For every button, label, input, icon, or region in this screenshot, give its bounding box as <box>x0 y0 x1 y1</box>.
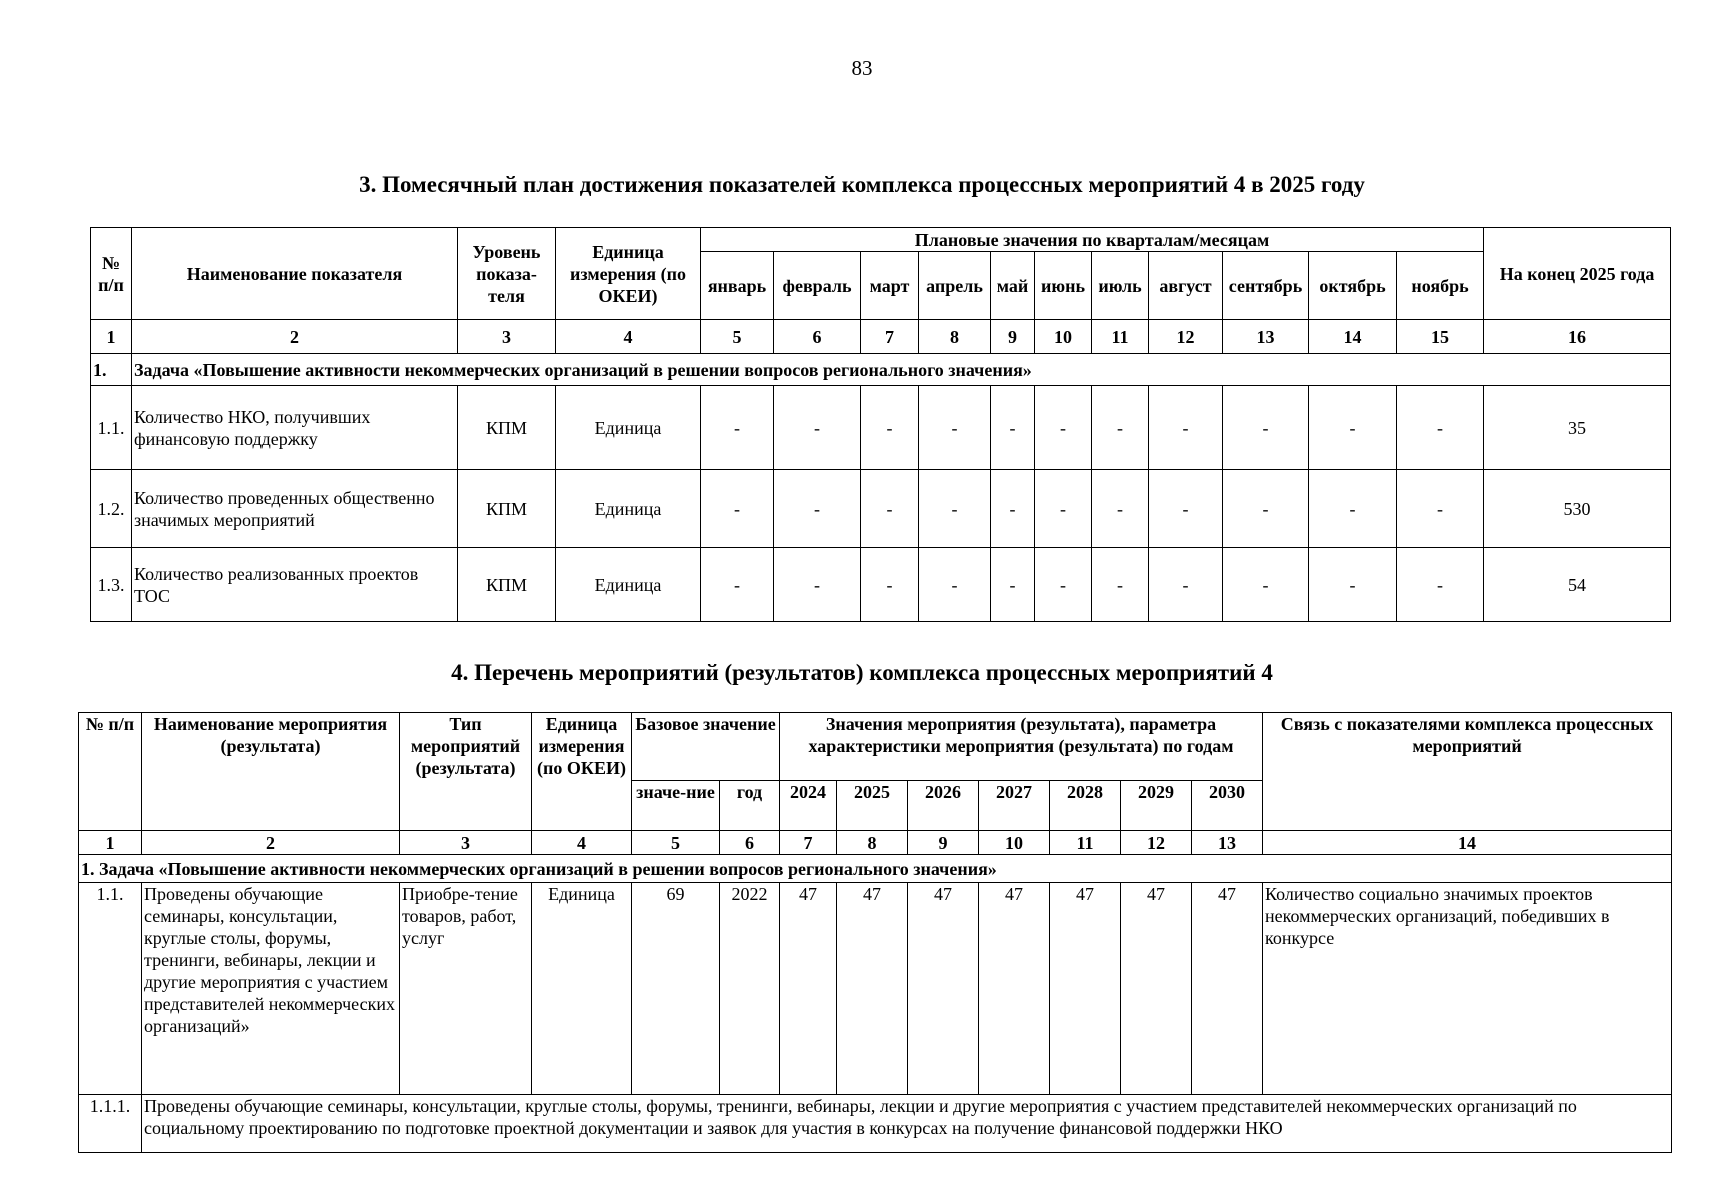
header-values: Значения мероприятия (результата), параметра характеристики мероприятия (результата) по годам <box>780 713 1263 781</box>
month-value: - <box>861 548 919 622</box>
header-year: 2024 <box>780 781 837 831</box>
month-value: - <box>701 386 774 470</box>
column-number: 8 <box>919 320 991 354</box>
header-year: 2027 <box>979 781 1050 831</box>
column-number: 2 <box>142 831 400 855</box>
column-number: 12 <box>1121 831 1192 855</box>
section-4-title: 4. Перечень мероприятий (результатов) комплекса процессных мероприятий 4 <box>451 660 1273 685</box>
header-plan: Плановые значения по кварталам/месяцам <box>701 228 1484 252</box>
indicator-level: КПМ <box>458 470 556 548</box>
month-value: - <box>1035 548 1092 622</box>
header-year: 2028 <box>1050 781 1121 831</box>
header-month: апрель <box>919 252 991 320</box>
indicator-level: КПМ <box>458 548 556 622</box>
header-name: Наименование мероприятия (результата) <box>142 713 400 831</box>
column-number: 5 <box>701 320 774 354</box>
header-link: Связь с показателями комплекса процессных мероприятий <box>1263 713 1672 831</box>
indicator-level: КПМ <box>458 386 556 470</box>
header-month: июль <box>1092 252 1149 320</box>
activity-type: Приобре-тение товаров, работ, услуг <box>400 883 532 1095</box>
end-value: 530 <box>1484 470 1671 548</box>
column-number: 9 <box>991 320 1035 354</box>
base-year: 2022 <box>720 883 780 1095</box>
column-number: 10 <box>979 831 1050 855</box>
column-number: 15 <box>1397 320 1484 354</box>
header-base-value: значе-ние <box>632 781 720 831</box>
column-number: 13 <box>1223 320 1309 354</box>
month-value: - <box>1092 548 1149 622</box>
month-value: - <box>1309 386 1397 470</box>
year-value: 47 <box>908 883 979 1095</box>
header-base: Базовое значение <box>632 713 780 781</box>
table-row <box>79 883 1672 1095</box>
column-number: 14 <box>1263 831 1672 855</box>
row-num: 1.3. <box>91 548 132 622</box>
month-value: - <box>919 548 991 622</box>
column-number: 1 <box>91 320 132 354</box>
month-value: - <box>1035 386 1092 470</box>
base-value: 69 <box>632 883 720 1095</box>
column-number: 12 <box>1149 320 1223 354</box>
year-value: 47 <box>1192 883 1263 1095</box>
header-month: октябрь <box>1309 252 1397 320</box>
header-year: 2029 <box>1121 781 1192 831</box>
month-value: - <box>991 548 1035 622</box>
column-number: 1 <box>79 831 142 855</box>
table-row <box>91 470 1671 548</box>
indicator-unit: Единица <box>556 548 701 622</box>
year-value: 47 <box>837 883 908 1095</box>
header-month: март <box>861 252 919 320</box>
indicator-unit: Единица <box>556 470 701 548</box>
activities-table <box>78 712 1672 1153</box>
column-number-row <box>91 320 1671 354</box>
year-value: 47 <box>1050 883 1121 1095</box>
column-number: 6 <box>774 320 861 354</box>
header-type: Тип мероприятий (результата) <box>400 713 532 831</box>
monthly-plan-table <box>90 227 1671 622</box>
indicator-name: Количество реализованных проектов ТОС <box>132 548 458 622</box>
month-value: - <box>701 548 774 622</box>
month-value: - <box>1223 386 1309 470</box>
column-number: 4 <box>532 831 632 855</box>
header-unit: Единица измерения (по ОКЕИ) <box>532 713 632 831</box>
column-number: 5 <box>632 831 720 855</box>
task-row <box>79 855 1672 883</box>
end-value: 54 <box>1484 548 1671 622</box>
header-num: № п/п <box>79 713 142 831</box>
activity-name: Проведены обучающие семинары, консультации, круглые столы, форумы, тренинги, вебинары, лекции и другие мероприятия с участием представителей некоммерческих организаций» <box>142 883 400 1095</box>
header-base-year: год <box>720 781 780 831</box>
column-number: 10 <box>1035 320 1092 354</box>
month-value: - <box>774 548 861 622</box>
column-number: 6 <box>720 831 780 855</box>
month-value: - <box>1035 470 1092 548</box>
column-number: 3 <box>400 831 532 855</box>
indicator-name: Количество НКО, получивших финансовую поддержку <box>132 386 458 470</box>
section-3-title: 3. Помесячный план достижения показателей комплекса процессных мероприятий 4 в 2025 году <box>359 172 1365 197</box>
month-value: - <box>1223 548 1309 622</box>
header-end: На конец 2025 года <box>1484 228 1671 320</box>
row-num: 1.1.1. <box>79 1095 142 1153</box>
header-level: Уровень показа-теля <box>458 228 556 320</box>
month-value: - <box>1149 386 1223 470</box>
month-value: - <box>919 470 991 548</box>
year-value: 47 <box>780 883 837 1095</box>
column-number: 3 <box>458 320 556 354</box>
task-row <box>91 354 1671 386</box>
header-year: 2025 <box>837 781 908 831</box>
month-value: - <box>1309 548 1397 622</box>
column-number: 11 <box>1092 320 1149 354</box>
header-year: 2026 <box>908 781 979 831</box>
month-value: - <box>1397 386 1484 470</box>
end-value: 35 <box>1484 386 1671 470</box>
header-month: ноябрь <box>1397 252 1484 320</box>
header-month: январь <box>701 252 774 320</box>
subactivity-text: Проведены обучающие семинары, консультации, круглые столы, форумы, тренинги, вебинары, лекции и другие мероприятия с участием представителей некоммерческих организаций по социальному проектированию по подготовке проектной документации и заявок для участия в конкурсах на получение финансовой поддержки НКО <box>142 1095 1672 1153</box>
month-value: - <box>701 470 774 548</box>
column-number: 14 <box>1309 320 1397 354</box>
header-month: май <box>991 252 1035 320</box>
indicator-name: Количество проведенных общественно значимых мероприятий <box>132 470 458 548</box>
month-value: - <box>1397 470 1484 548</box>
task-text: 1. Задача «Повышение активности некоммерческих организаций в решении вопросов регионального значения» <box>79 855 1672 883</box>
month-value: - <box>774 386 861 470</box>
task-text: Задача «Повышение активности некоммерческих организаций в решении вопросов регионального значения» <box>132 354 1671 386</box>
column-number: 11 <box>1050 831 1121 855</box>
header-year: 2030 <box>1192 781 1263 831</box>
month-value: - <box>861 386 919 470</box>
column-number: 13 <box>1192 831 1263 855</box>
header-month: июнь <box>1035 252 1092 320</box>
indicator-unit: Единица <box>556 386 701 470</box>
column-number: 7 <box>861 320 919 354</box>
month-value: - <box>1092 386 1149 470</box>
header-month: февраль <box>774 252 861 320</box>
month-value: - <box>861 470 919 548</box>
month-value: - <box>1309 470 1397 548</box>
column-number: 7 <box>780 831 837 855</box>
linked-indicator: Количество социально значимых проектов некоммерческих организаций, победивших в конкурсе <box>1263 883 1672 1095</box>
column-number-row <box>79 831 1672 855</box>
month-value: - <box>1149 548 1223 622</box>
row-num: 1.1. <box>91 386 132 470</box>
month-value: - <box>1092 470 1149 548</box>
header-month: август <box>1149 252 1223 320</box>
year-value: 47 <box>1121 883 1192 1095</box>
column-number: 9 <box>908 831 979 855</box>
row-num: 1.2. <box>91 470 132 548</box>
month-value: - <box>1397 548 1484 622</box>
header-month: сентябрь <box>1223 252 1309 320</box>
month-value: - <box>991 470 1035 548</box>
page-number: 83 <box>851 56 873 80</box>
column-number: 4 <box>556 320 701 354</box>
year-value: 47 <box>979 883 1050 1095</box>
column-number: 16 <box>1484 320 1671 354</box>
column-number: 8 <box>837 831 908 855</box>
month-value: - <box>1149 470 1223 548</box>
month-value: - <box>1223 470 1309 548</box>
activity-unit: Единица <box>532 883 632 1095</box>
header-unit: Единица измерения (по ОКЕИ) <box>556 228 701 320</box>
column-number: 2 <box>132 320 458 354</box>
row-num: 1.1. <box>79 883 142 1095</box>
month-value: - <box>774 470 861 548</box>
table-row <box>79 1095 1672 1153</box>
header-num: № п/п <box>91 228 132 320</box>
month-value: - <box>919 386 991 470</box>
header-name: Наименование показателя <box>132 228 458 320</box>
task-num: 1. <box>91 354 132 386</box>
table-row <box>91 386 1671 470</box>
month-value: - <box>991 386 1035 470</box>
table-row <box>91 548 1671 622</box>
